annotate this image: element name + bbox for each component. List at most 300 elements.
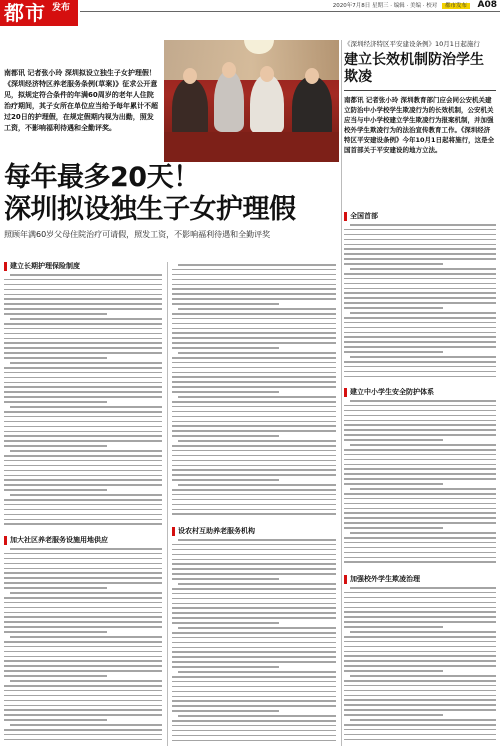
text-line — [344, 376, 496, 378]
text-line — [172, 288, 336, 290]
text-line — [10, 450, 162, 452]
text-line — [344, 517, 496, 519]
text-line — [172, 430, 336, 432]
text-line — [344, 739, 496, 741]
text-line — [4, 328, 162, 330]
text-line — [172, 607, 336, 609]
text-line — [344, 602, 496, 604]
text-line — [4, 509, 162, 511]
text-line — [344, 542, 496, 544]
text-line — [172, 730, 336, 732]
text-line — [172, 651, 336, 653]
text-line — [10, 548, 162, 550]
text-line — [4, 607, 162, 609]
text-line — [172, 513, 336, 515]
text-line — [4, 519, 162, 521]
text-line — [172, 647, 336, 649]
text-line — [4, 651, 162, 653]
text-line — [350, 312, 496, 314]
text-line — [4, 308, 162, 310]
section-brand — [0, 0, 78, 26]
photo-head — [260, 66, 274, 82]
text-line — [4, 342, 162, 344]
text-line — [172, 455, 336, 457]
text-line — [350, 587, 496, 589]
text-line — [178, 715, 336, 717]
text-line — [10, 592, 162, 594]
text-line — [4, 303, 162, 305]
text-line — [344, 288, 496, 290]
text-line — [172, 578, 279, 580]
text-line — [178, 264, 336, 266]
text-line — [344, 322, 496, 324]
text-line — [344, 351, 443, 353]
text-line — [4, 553, 162, 555]
text-line — [172, 622, 279, 624]
text-line — [172, 499, 336, 501]
text-line — [344, 704, 496, 706]
text-line — [172, 563, 336, 565]
right-article — [344, 40, 496, 155]
text-line — [4, 499, 162, 501]
text-line — [172, 573, 336, 575]
text-line — [4, 377, 162, 379]
text-line — [350, 532, 496, 534]
text-line — [172, 445, 336, 447]
text-line — [10, 362, 162, 364]
text-line — [344, 616, 496, 618]
text-line — [172, 656, 336, 658]
text-line — [350, 631, 496, 633]
text-line — [172, 632, 336, 634]
text-line — [4, 739, 162, 741]
text-line — [344, 292, 496, 294]
text-line — [172, 617, 336, 619]
body-text — [344, 587, 496, 746]
text-line — [172, 740, 336, 742]
text-line — [4, 479, 162, 481]
text-line — [4, 626, 162, 628]
text-line — [172, 494, 336, 496]
text-line — [350, 488, 496, 490]
text-line — [4, 465, 162, 467]
dateline — [80, 1, 470, 11]
text-line — [172, 367, 336, 369]
text-line — [172, 460, 336, 462]
hero-photo — [164, 40, 339, 162]
column-divider — [341, 40, 342, 746]
text-line — [344, 714, 443, 716]
text-line — [4, 714, 162, 716]
body-text — [344, 224, 496, 384]
text-line — [172, 469, 336, 471]
text-line — [344, 561, 496, 563]
text-line — [4, 470, 162, 472]
text-line — [4, 347, 162, 349]
text-line — [4, 426, 162, 428]
text-line — [4, 641, 162, 643]
text-line — [172, 269, 336, 271]
text-line — [4, 719, 107, 721]
text-line — [172, 328, 336, 330]
text-line — [4, 646, 162, 648]
text-line — [350, 719, 496, 721]
text-line — [178, 396, 336, 398]
text-line — [344, 405, 496, 407]
text-line — [172, 313, 336, 315]
text-line — [172, 593, 336, 595]
text-line — [172, 681, 336, 683]
text-line — [4, 298, 162, 300]
text-line — [4, 572, 162, 574]
text-line — [172, 479, 279, 481]
photo-head — [183, 68, 197, 84]
text-line — [4, 323, 162, 325]
text-line — [172, 710, 279, 712]
text-line — [172, 725, 336, 727]
text-line — [172, 293, 336, 295]
text-line — [344, 464, 496, 466]
main-headline-block — [4, 162, 340, 240]
photo-head — [305, 68, 319, 84]
text-line — [4, 558, 162, 560]
text-line — [4, 631, 107, 633]
text-line — [4, 670, 162, 672]
text-line — [172, 603, 336, 605]
text-line — [4, 734, 162, 736]
dateline-text: 2020年7月8日 星期三 · 编辑 · 美编 · 校对 — [332, 3, 438, 9]
text-line — [350, 400, 496, 402]
text-line — [172, 642, 336, 644]
section-header: 建立中小学生安全防护体系 — [344, 388, 434, 397]
text-line — [172, 598, 336, 600]
text-line — [4, 440, 162, 442]
text-line — [4, 431, 162, 433]
text-line — [178, 539, 336, 541]
text-line — [344, 699, 496, 701]
text-line — [350, 675, 496, 677]
text-line — [172, 274, 336, 276]
text-line — [4, 372, 162, 374]
text-line — [344, 454, 496, 456]
text-line — [172, 342, 336, 344]
text-line — [344, 641, 496, 643]
text-line — [344, 651, 496, 653]
text-line — [344, 729, 496, 731]
masthead-rule — [80, 11, 500, 12]
text-line — [344, 547, 496, 549]
text-line — [4, 685, 162, 687]
text-line — [344, 434, 496, 436]
text-line — [4, 709, 162, 711]
text-line — [172, 588, 336, 590]
text-line — [344, 258, 496, 260]
text-line — [172, 544, 336, 546]
text-line — [344, 621, 496, 623]
text-line — [4, 582, 162, 584]
text-line — [4, 489, 107, 491]
body-text — [172, 539, 336, 746]
text-line — [178, 627, 336, 629]
text-line — [4, 612, 162, 614]
right-kicker: 《深圳经济特区平安建设条例》10月1日起施行 — [344, 40, 480, 48]
text-line — [172, 372, 336, 374]
text-line — [172, 637, 336, 639]
text-line — [172, 421, 336, 423]
text-line — [344, 493, 496, 495]
text-line — [344, 473, 496, 475]
section-title: 都市 — [4, 1, 46, 25]
text-line — [344, 655, 496, 657]
text-line — [172, 298, 336, 300]
text-line — [4, 396, 162, 398]
text-line — [344, 234, 496, 236]
text-line — [172, 386, 336, 388]
section-tag: 都市发布 — [442, 3, 470, 9]
text-line — [172, 391, 279, 393]
text-line — [4, 357, 107, 359]
text-line — [178, 484, 336, 486]
text-line — [172, 568, 336, 570]
text-line — [4, 313, 107, 315]
text-line — [4, 616, 162, 618]
text-line — [344, 607, 496, 609]
text-line — [4, 597, 162, 599]
main-headline-line1: 每年最多20天！ — [4, 162, 200, 193]
text-line — [344, 685, 496, 687]
text-line — [344, 366, 496, 368]
text-line — [344, 229, 496, 231]
text-line — [4, 587, 107, 589]
main-headline-line2: 深圳拟设独生子女护理假 — [4, 194, 296, 225]
text-line — [344, 498, 496, 500]
text-line — [172, 401, 336, 403]
text-line — [172, 676, 336, 678]
text-line — [344, 557, 496, 559]
text-line — [344, 327, 496, 329]
text-line — [172, 381, 336, 383]
text-line — [4, 294, 162, 296]
text-line — [344, 263, 443, 265]
section-subtitle: 发布 — [52, 3, 71, 13]
text-line — [344, 415, 496, 417]
text-line — [4, 338, 162, 340]
text-line — [4, 656, 162, 658]
text-line — [4, 289, 162, 291]
text-line — [350, 444, 496, 446]
text-line — [172, 337, 336, 339]
text-line — [172, 700, 336, 702]
text-line — [350, 224, 496, 226]
text-line — [344, 459, 496, 461]
text-line — [344, 346, 496, 348]
text-line — [344, 670, 443, 672]
text-line — [344, 317, 496, 319]
text-line — [172, 376, 336, 378]
text-line — [172, 474, 336, 476]
text-line — [172, 323, 336, 325]
text-line — [10, 274, 162, 276]
text-line — [4, 577, 162, 579]
text-line — [4, 386, 162, 388]
text-line — [172, 465, 336, 467]
text-line — [344, 449, 496, 451]
text-line — [344, 680, 496, 682]
section-header: 建立长期护理保险制度 — [4, 262, 80, 271]
right-lede: 南都讯 记者张小玲 深圳教育部门应会同公安机关建立防治中小学校学生欺凌行为的长效机制，公安机关应当与中小学校建立学生欺凌行为报案机制，并加强校外学生欺凌行为的法治宣传教育工作。《深圳经济特区平安建设条例》今年10月1日起将施行，这是全国首部关于平安建设的地方立法。 — [344, 96, 495, 154]
text-line — [344, 253, 496, 255]
text-line — [4, 504, 162, 506]
photo-person — [250, 74, 284, 134]
text-line — [4, 621, 162, 623]
body-text — [344, 400, 496, 570]
text-line — [4, 279, 162, 281]
text-line — [172, 332, 336, 334]
text-line — [4, 401, 107, 403]
text-line — [172, 362, 336, 364]
text-line — [344, 302, 496, 304]
text-line — [4, 391, 162, 393]
column-divider — [167, 262, 168, 746]
text-line — [344, 626, 443, 628]
text-line — [344, 646, 496, 648]
text-line — [4, 695, 162, 697]
text-line — [350, 268, 496, 270]
text-line — [344, 636, 496, 638]
body-text — [4, 548, 162, 746]
text-line — [344, 244, 496, 246]
text-line — [172, 406, 336, 408]
text-line — [4, 284, 162, 286]
text-line — [344, 552, 496, 554]
right-headline: 建立长效机制防治学生欺凌 — [344, 52, 484, 85]
main-subheadline: 照顾年满60岁父母住院治疗可请假，照发工资，不影响福利待遇和全勤评奖 — [4, 230, 271, 239]
photo-table — [164, 132, 339, 162]
text-line — [4, 333, 162, 335]
text-line — [172, 686, 336, 688]
text-line — [4, 460, 162, 462]
page-number: A08 — [477, 0, 497, 10]
text-line — [344, 695, 496, 697]
text-line — [344, 512, 496, 514]
text-line — [4, 421, 162, 423]
text-line — [344, 527, 443, 529]
text-line — [10, 318, 162, 320]
text-line — [172, 691, 336, 693]
body-text — [4, 274, 162, 532]
text-line — [4, 352, 162, 354]
section-header: 全国首部 — [344, 212, 378, 221]
text-line — [172, 509, 336, 511]
text-line — [172, 284, 336, 286]
text-line — [344, 424, 496, 426]
text-line — [172, 411, 336, 413]
text-line — [344, 307, 443, 309]
photo-person — [172, 78, 208, 138]
text-line — [344, 690, 496, 692]
text-line — [172, 489, 336, 491]
text-line — [172, 435, 279, 437]
text-line — [4, 445, 107, 447]
text-line — [4, 411, 162, 413]
text-line — [344, 332, 496, 334]
text-line — [4, 435, 162, 437]
text-line — [10, 406, 162, 408]
text-line — [344, 611, 496, 613]
text-line — [4, 523, 162, 525]
text-line — [4, 568, 162, 570]
text-line — [344, 248, 496, 250]
text-line — [10, 724, 162, 726]
text-line — [344, 483, 443, 485]
text-line — [4, 729, 162, 731]
text-line — [4, 675, 107, 677]
text-line — [10, 636, 162, 638]
text-line — [172, 549, 336, 551]
section-header: 设农村互助养老服务机构 — [172, 527, 255, 536]
photo-person — [214, 70, 244, 132]
section-header: 加大社区养老服务设施用地供应 — [4, 536, 108, 545]
text-line — [344, 420, 496, 422]
text-line — [344, 597, 496, 599]
text-line — [10, 494, 162, 496]
text-line — [344, 478, 496, 480]
text-line — [172, 559, 336, 561]
text-line — [344, 278, 496, 280]
text-line — [172, 504, 336, 506]
teaser-paragraph: 南都讯 记者张小玲 深圳拟设立独生子女护理假！《深圳经济特区养老服务条例(草案)》征求公开意见，拟规定符合条件的年满60周岁的老年人住院治疗期间，其子女所在单位应当给予每年累计不超过20日的护理假，在规定假期内视为出勤，照发工资，不影响福利待遇和全勤评奖。 — [4, 69, 158, 132]
text-line — [4, 660, 162, 662]
text-line — [344, 361, 496, 363]
text-line — [4, 514, 162, 516]
text-line — [172, 303, 279, 305]
text-line — [4, 367, 162, 369]
text-line — [172, 612, 336, 614]
text-line — [178, 671, 336, 673]
section-header: 加强校外学生欺凌治理 — [344, 575, 420, 584]
text-line — [344, 537, 496, 539]
photo-person — [292, 76, 332, 138]
text-line — [4, 484, 162, 486]
text-line — [172, 705, 336, 707]
text-line — [178, 583, 336, 585]
text-line — [172, 416, 336, 418]
text-line — [178, 308, 336, 310]
text-line — [178, 440, 336, 442]
text-line — [10, 680, 162, 682]
text-line — [178, 352, 336, 354]
text-line — [344, 508, 496, 510]
photo-head — [222, 62, 236, 78]
text-line — [4, 690, 162, 692]
text-line — [172, 357, 336, 359]
text-line — [344, 522, 496, 524]
text-line — [172, 554, 336, 556]
text-line — [4, 705, 162, 707]
text-line — [172, 661, 336, 663]
text-line — [344, 410, 496, 412]
text-line — [172, 735, 336, 737]
text-line — [172, 696, 336, 698]
text-line — [4, 416, 162, 418]
text-line — [344, 297, 496, 299]
text-line — [4, 602, 162, 604]
text-line — [344, 371, 496, 373]
text-line — [344, 724, 496, 726]
text-line — [172, 279, 336, 281]
text-line — [172, 425, 336, 427]
masthead — [0, 0, 500, 26]
